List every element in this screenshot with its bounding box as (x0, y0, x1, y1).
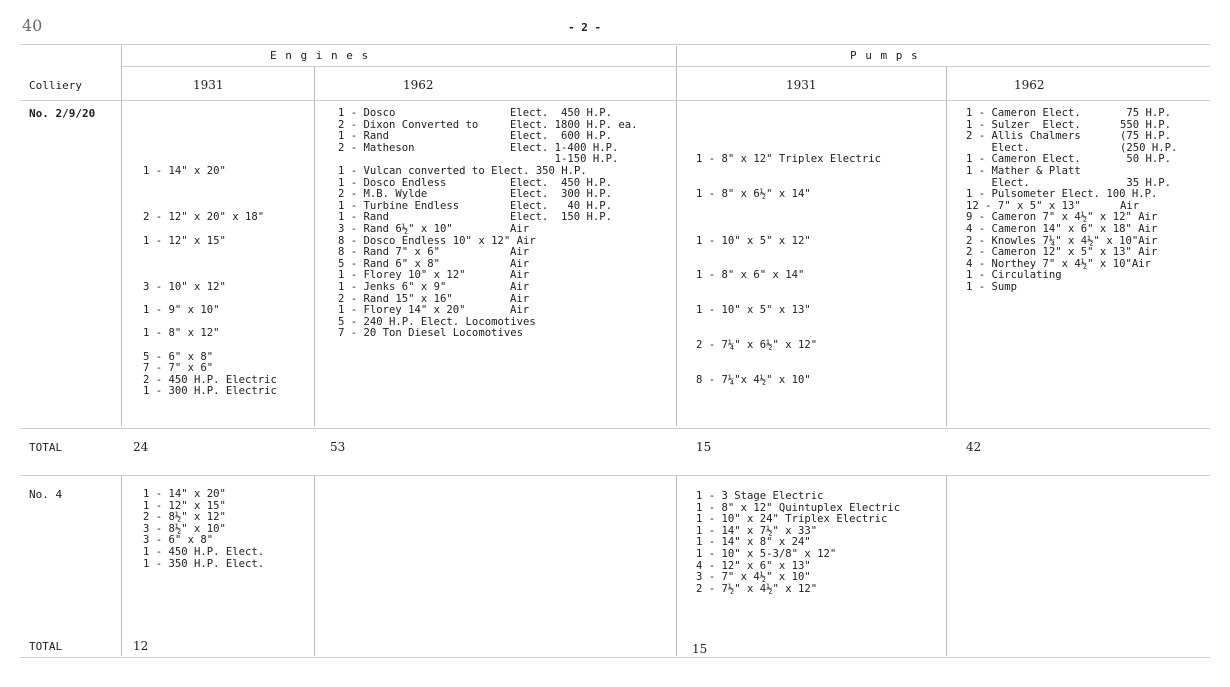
item-rating: Air (510, 269, 530, 282)
total-label: TOTAL (29, 640, 63, 653)
item-description: 1 - Sulzer Elect. (966, 118, 1081, 131)
item-description: 2 - Cameron 12" x 5" x 13" Air (966, 246, 1158, 259)
list-item: 3 - 7" x 4½" x 10" (696, 571, 811, 584)
total-label: TOTAL (29, 441, 63, 454)
item-rating: Air (1120, 199, 1140, 212)
pumps-1931-heading: 1931 (786, 78, 817, 92)
item-description: 1 - Cameron Elect. (966, 153, 1081, 166)
total-engines-1931: 24 (133, 440, 149, 454)
item-description: 1 - Turbine Endless (338, 199, 460, 212)
list-item: 2 - 12" x 20" x 18" (143, 211, 265, 224)
pumps-1962-heading: 1962 (1014, 78, 1045, 92)
total-engines-1931: 12 (133, 639, 149, 653)
item-description: 1 - Mather & Platt (966, 165, 1081, 177)
item-rating: Air (510, 246, 530, 259)
section-rule (20, 428, 1210, 429)
item-description: 8 - Dosco Endless 10" x 12" Air (338, 234, 536, 247)
section-rule (20, 475, 1210, 476)
list-item: 1 - 8" x 12" Quintuplex Electric (696, 501, 901, 514)
item-description: 2 - M.B. Wylde (338, 188, 428, 201)
item-description: Elect. (966, 176, 1030, 189)
item-rating: 550 H.P. (1120, 118, 1172, 131)
item-rating: Elect. 300 H.P. (510, 188, 613, 201)
list-item: 1 - 8" x 12" Triplex Electric (696, 153, 881, 166)
total-pumps-1931: 15 (692, 642, 708, 656)
total-pumps-1962: 42 (966, 440, 982, 454)
header-rule (20, 100, 1210, 101)
list-item: 2 - 8½" x 12" (143, 511, 226, 524)
total-engines-1962: 53 (330, 440, 346, 454)
list-item: 7 - 7" x 6" (143, 362, 214, 375)
item-rating: Elect. 450 H.P. (510, 176, 613, 189)
item-description: 1 - Dosco (338, 107, 396, 119)
list-item: 4 - 12" x 6" x 13" (696, 559, 811, 572)
colliery-heading: Colliery (29, 79, 82, 92)
colliery-name: No. 2/9/20 (29, 107, 96, 120)
list-item: 5 - 6" x 8" (143, 350, 214, 363)
item-description: 1 - Rand (338, 211, 390, 224)
item-description: 2 - Rand 15" x 16" (338, 292, 453, 305)
item-description: 7 - 20 Ton Diesel Locomotives (338, 327, 523, 340)
item-rating: Elect. 40 H.P. (510, 199, 613, 212)
column-divider (314, 66, 315, 426)
item-rating: (75 H.P. (1120, 130, 1172, 143)
column-divider (121, 46, 122, 426)
list-item: 1 - 9" x 10" (143, 304, 220, 317)
column-divider (121, 476, 122, 656)
list-item: 1 - 350 H.P. Elect. (143, 557, 265, 570)
list-item: 2 - 450 H.P. Electric (143, 373, 277, 386)
item-description: 1 - Pulsometer Elect. 100 H.P. (966, 188, 1158, 201)
list-item: 1 - 14" x 8" x 24" (696, 536, 811, 549)
item-description: 4 - Cameron 14" x 6" x 18" Air (966, 223, 1158, 235)
colliery-name: No. 4 (29, 488, 63, 501)
list-item: 1 - 12" x 15" (143, 499, 226, 512)
item-description: 1 - Vulcan converted to Elect. 350 H.P. (338, 165, 587, 177)
list-item: 1 - 12" x 15" (143, 234, 226, 247)
column-divider (946, 66, 947, 426)
item-rating: Elect. 1-400 H.P. (510, 141, 619, 154)
list-item: 1 - 450 H.P. Elect. (143, 546, 265, 558)
item-rating: (250 H.P. (1120, 141, 1178, 154)
column-divider (676, 46, 677, 426)
list-item: 1 - 3 Stage Electric (696, 490, 824, 502)
page-number-corner: 40 (22, 16, 43, 35)
item-description: 1 - Florey 14" x 20" (338, 304, 466, 317)
item-description: 9 - Cameron 7" x 4½" x 12" Air (966, 211, 1158, 224)
item-rating: 1-150 H.P. (510, 153, 619, 166)
list-item: 2 - 7½" x 4½" x 12" (696, 582, 818, 595)
engines-1962-heading: 1962 (403, 78, 434, 92)
item-description: 1 - Dosco Endless (338, 176, 447, 189)
total-pumps-1931: 15 (696, 440, 712, 454)
header-rule (20, 44, 1210, 45)
item-rating: Air (510, 281, 530, 293)
column-divider (946, 476, 947, 656)
item-rating: Elect. 1800 H.P. ea. (510, 118, 638, 131)
list-item: 1 - 14" x 20" (143, 488, 226, 500)
list-item: 1 - 10" x 5" x 12" (696, 234, 811, 247)
item-rating: Air (510, 304, 530, 317)
list-item: 1 - 14" x 7½" x 33" (696, 524, 818, 537)
list-item: 1 - 10" x 5-3/8" x 12" (696, 548, 837, 560)
item-description: 1 - Jenks 6" x 9" (338, 281, 447, 293)
item-rating: Elect. 600 H.P. (510, 130, 613, 143)
list-item: 3 - 6" x 8" (143, 534, 214, 547)
item-description: 12 - 7" x 5" x 13" (966, 199, 1081, 212)
list-item: 8 - 7¼"x 4½" x 10" (696, 373, 811, 386)
section-rule (20, 657, 1210, 658)
item-description: 1 - Florey 10" x 12" (338, 269, 466, 282)
item-description: 2 - Dixon Converted to (338, 118, 479, 131)
item-rating: Elect. 450 H.P. (510, 107, 613, 119)
item-description: 1 - Circulating (966, 269, 1062, 282)
list-item: 1 - 300 H.P. Electric (143, 385, 277, 398)
item-description: 3 - Rand 6½" x 10" (338, 223, 453, 235)
item-description: 1 - Cameron Elect. (966, 107, 1081, 119)
item-description: 1 - Sump (966, 281, 1018, 293)
item-description: 5 - Rand 6" x 8" (338, 257, 441, 270)
list-item: 1 - 8" x 12" (143, 327, 220, 340)
item-rating: 50 H.P. (1120, 153, 1172, 166)
engines-heading: E n g i n e s (270, 49, 370, 62)
list-item: 1 - 10" x 5" x 13" (696, 304, 811, 317)
page-number-center: - 2 - (568, 21, 602, 34)
header-rule (122, 66, 1210, 67)
item-rating: 35 H.P. (1120, 176, 1172, 189)
pumps-heading: P u m p s (850, 49, 919, 62)
list-item: 1 - 14" x 20" (143, 165, 226, 177)
list-item: 3 - 8½" x 10" (143, 522, 226, 535)
list-item: 1 - 8" x 6½" x 14" (696, 188, 811, 201)
item-description: 2 - Allis Chalmers (966, 130, 1081, 143)
item-description: 2 - Knowles 7¼" x 4½" x 10"Air (966, 234, 1158, 247)
item-rating: Air (510, 257, 530, 270)
list-item: 2 - 7¼" x 6½" x 12" (696, 339, 818, 351)
column-divider (314, 476, 315, 656)
item-rating: Elect. 150 H.P. (510, 211, 613, 224)
item-rating: 75 H.P. (1120, 107, 1172, 119)
item-description: 2 - Matheson (338, 141, 415, 154)
item-description: 4 - Northey 7" x 4½" x 10"Air (966, 257, 1151, 270)
engines-1931-heading: 1931 (193, 78, 224, 92)
list-item: 3 - 10" x 12" (143, 281, 226, 293)
column-divider (676, 476, 677, 656)
item-description: Elect. (966, 141, 1030, 154)
item-description: 5 - 240 H.P. Elect. Locomotives (338, 315, 536, 328)
item-rating: Air (510, 292, 530, 305)
item-rating: Air (510, 223, 530, 235)
item-description: 8 - Rand 7" x 6" (338, 246, 441, 259)
list-item: 1 - 10" x 24" Triplex Electric (696, 513, 888, 526)
list-item: 1 - 8" x 6" x 14" (696, 269, 805, 282)
item-description: 1 - Rand (338, 130, 390, 143)
